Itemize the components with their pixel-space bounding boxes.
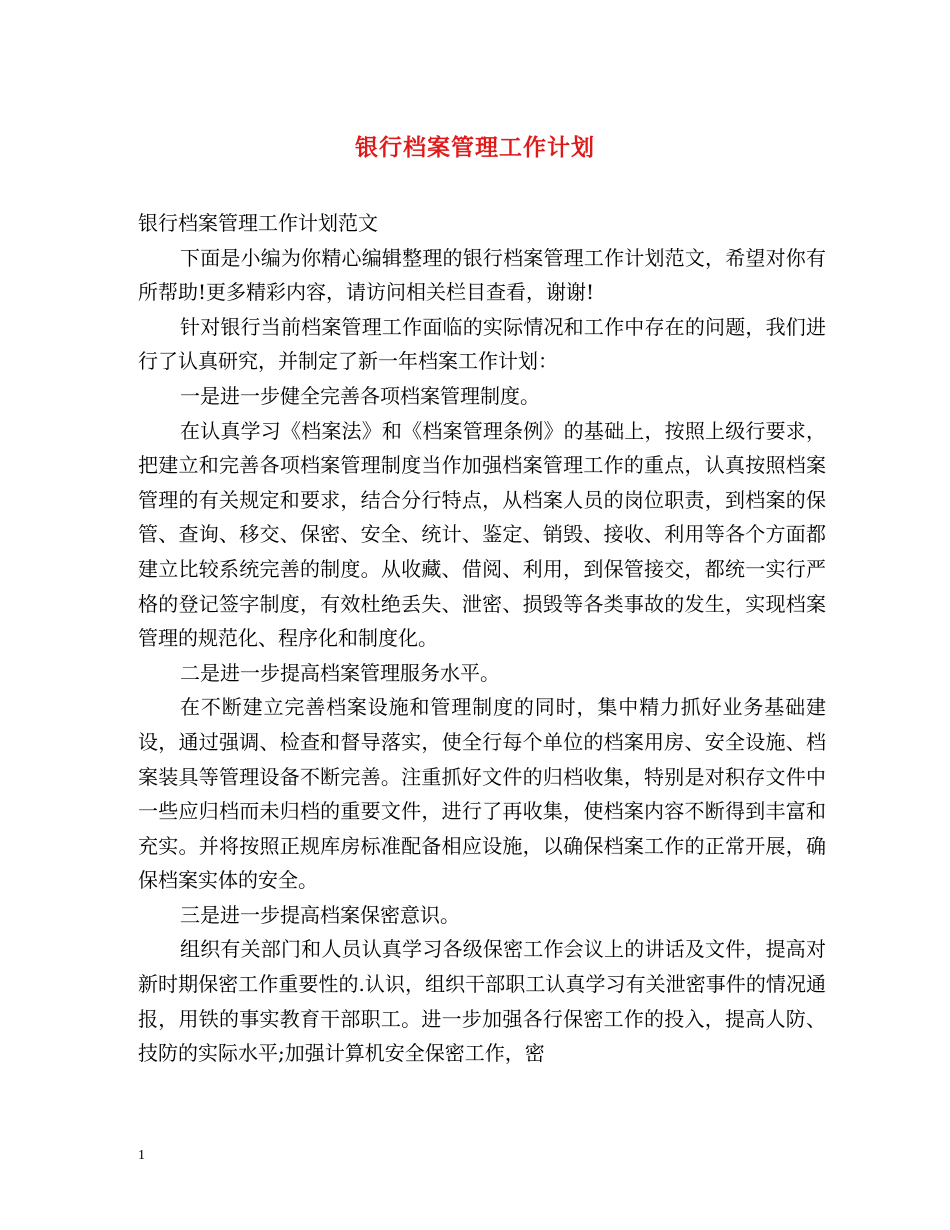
paragraph-point-two: 在不断建立完善档案设施和管理制度的同时，集中精力抓好业务基础建设，通过强调、检查和督导落实，使全行每个单位的档案用房、安全设施、档案装具等管理设备不断完善。注重抓好文件的归档收集，特别是对积存文件中一些应归档而未归档的重要文件，进行了再收集，使档案内容不断得到丰富和充实。并将按照正规库房标准配备相应设施，以确保档案工作的正常开展，确保档案实体的安全。: [138, 695, 826, 893]
page-number: 1: [138, 1148, 145, 1163]
paragraph-background: 针对银行当前档案管理工作面临的实际情况和工作中存在的问题，我们进行了认真研究，并制定了新一年档案工作计划：: [138, 314, 826, 374]
heading-point-three: 三是进一步提高档案保密意识。: [180, 902, 460, 927]
paragraph-point-one: 在认真学习《档案法》和《档案管理条例》的基础上，按照上级行要求，把建立和完善各项档案管理制度当作加强档案管理工作的重点，认真按照档案管理的有关规定和要求，结合分行特点，从档案人员的岗位职责，到档案的保管、查询、移交、保密、安全、统计、鉴定、销毁、接收、利用等各个方面都建立比较系统完善的制度。从收藏、借阅、利用，到保管接交，都统一实行严格的登记签字制度，有效杜绝丢失、泄密、损毁等各类事故的发生，实现档案管理的规范化、程序化和制度化。: [138, 418, 826, 651]
document-subtitle: 银行档案管理工作计划范文: [138, 211, 378, 235]
heading-point-two: 二是进一步提高档案管理服务水平。: [180, 660, 500, 685]
document-title: 银行档案管理工作计划: [355, 134, 595, 161]
heading-point-one: 一是进一步健全完善各项档案管理制度。: [180, 383, 540, 408]
document-body: [138, 206, 826, 1071]
paragraph-point-three: 组织有关部门和人员认真学习各级保密工作会议上的讲话及文件，提高对新时期保密工作重要性的.认识，组织干部职工认真学习有关泄密事件的情况通报，用铁的事实教育干部职工。进一步加强各行保密工作的投入，提高人防、技防的实际水平;加强计算机安全保密工作，密: [138, 937, 826, 1066]
paragraph-intro: 下面是小编为你精心编辑整理的银行档案管理工作计划范文，希望对你有所帮助!更多精彩内容，请访问相关栏目查看，谢谢!: [138, 245, 826, 305]
